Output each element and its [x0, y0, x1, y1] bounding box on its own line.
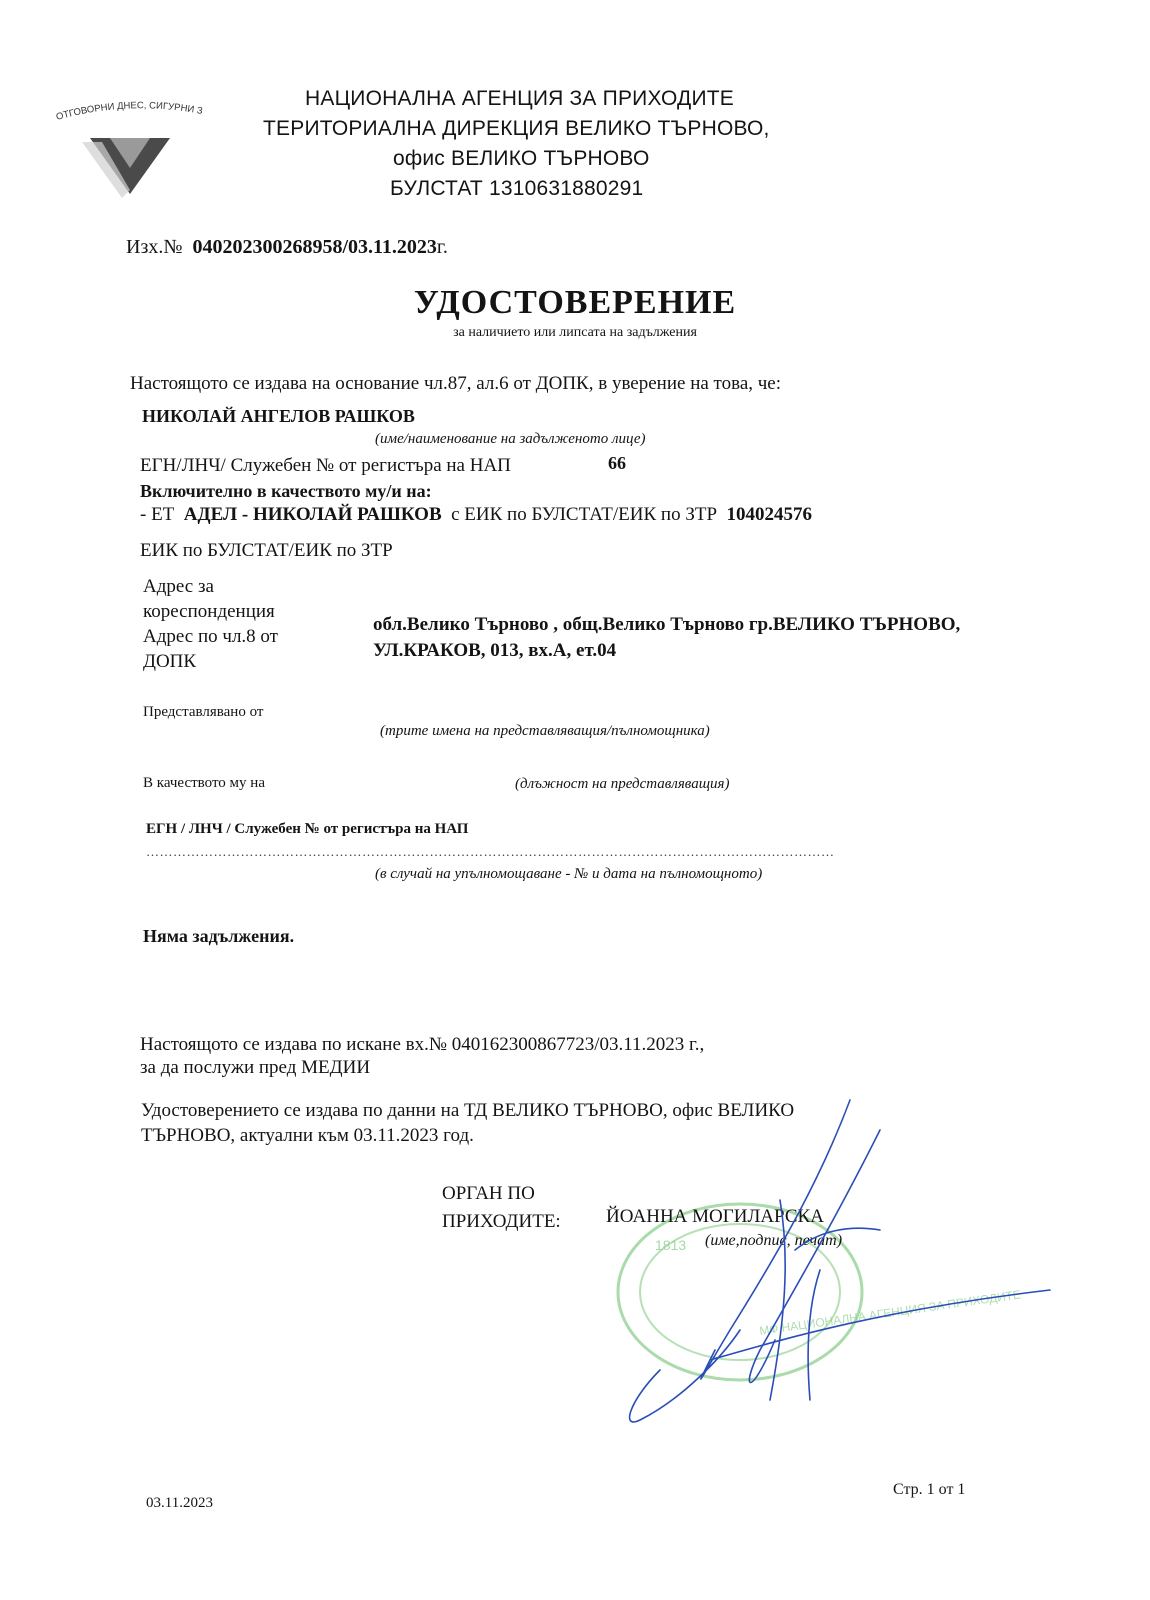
stamp-year: 1813	[655, 1237, 687, 1253]
dotted-line: ………………………………………………………………………………………………………………………………………	[146, 844, 835, 859]
including-label: Включително в качеството му/и на:	[140, 481, 432, 501]
outgoing-suffix: г.	[436, 236, 448, 258]
capacity-label: В качеството му на	[143, 775, 265, 791]
representative-egn-label: ЕГН / ЛНЧ / Служебен № от регистъра на НАП	[146, 821, 469, 837]
stamp-text: МФ НАЦИОНАЛНА АГЕНЦИЯ ЗА ПРИХОДИТЕ	[758, 1287, 1022, 1338]
nap-logo	[52, 98, 212, 208]
source-line-1: Удостоверението се издава по данни на ТД ВЕЛИКО ТЪРНОВО, офис ВЕЛИКО	[141, 1100, 795, 1121]
handwritten-signature	[580, 1100, 1080, 1430]
egn-label: ЕГН/ЛНЧ/ Служебен № от регистъра на НАП	[140, 455, 511, 476]
et-prefix: - ЕТ	[140, 504, 175, 525]
document-subtitle: за наличието или липсата на задължения	[453, 325, 697, 340]
egn-value: 66	[608, 453, 626, 473]
et-eik-value: 104024576	[726, 504, 813, 525]
official-name: ЙОАННА МОГИЛАРСКА	[606, 1206, 824, 1227]
outgoing-number	[126, 236, 448, 259]
eik-label: ЕИК по БУЛСТАТ/ЕИК по ЗТР	[140, 540, 393, 561]
outgoing-value: 040202300268958/03.11.2023	[192, 236, 437, 258]
nap-logo-icon	[52, 98, 212, 208]
person-caption: (име/наименование на задълженото лице)	[375, 431, 646, 447]
agency-name: НАЦИОНАЛНА АГЕНЦИЯ ЗА ПРИХОДИТЕ	[305, 87, 734, 110]
et-eik-label: с ЕИК по БУЛСТАТ/ЕИК по ЗТР	[451, 504, 718, 525]
request-line-1: Настоящото се издава по искане вх.№ 040162300867723/03.11.2023 г.,	[140, 1034, 705, 1055]
organ-label: ОРГАН ПО ПРИХОДИТЕ:	[442, 1183, 561, 1232]
bulstat: БУЛСТАТ 1310631880291	[390, 177, 644, 200]
source-line-2: ТЪРНОВО, актуални към 03.11.2023 год.	[141, 1125, 474, 1146]
address-dopk-label: Адрес по чл.8 от ДОПК	[143, 626, 278, 672]
logo-slogan: ОТГОВОРНИ ДНЕС, СИГУРНИ З	[54, 100, 204, 123]
signature-icon	[580, 1100, 1080, 1430]
person-name: НИКОЛАЙ АНГЕЛОВ РАШКОВ	[142, 406, 415, 426]
directorate-name: ТЕРИТОРИАЛНА ДИРЕКЦИЯ ВЕЛИКО ТЪРНОВО,	[263, 117, 770, 140]
proxy-caption: (в случай на упълномощаване - № и дата на пълномощното)	[375, 866, 763, 882]
capacity-caption: (длъжност на представляващия)	[515, 776, 730, 792]
et-name: АДЕЛ - НИКОЛАЙ РАШКОВ	[183, 504, 442, 525]
no-debts-statement: Няма задължения.	[143, 926, 295, 946]
address-value: обл.Велико Търново , общ.Велико Търново гр.ВЕЛИКО ТЪРНОВО, УЛ.КРАКОВ, 013, вх.А, ет.04	[373, 614, 961, 661]
footer-date: 03.11.2023	[146, 1495, 213, 1511]
office-name: офис ВЕЛИКО ТЪРНОВО	[393, 147, 650, 170]
represented-by-label: Представлявано от	[143, 704, 264, 720]
legal-basis: Настоящото се издава на основание чл.87, ал.6 от ДОПК, в уверение на това, че:	[130, 373, 782, 394]
page-number: Стр. 1 от 1	[893, 1481, 966, 1498]
official-caption: (име,подпис, печат)	[705, 1232, 843, 1249]
outgoing-prefix: Изх.№	[126, 236, 183, 258]
document-title: УДОСТОВЕРЕНИЕ	[413, 284, 737, 321]
et-line	[140, 504, 812, 526]
address-correspondence-label: Адрес за кореспонденция	[143, 576, 275, 622]
request-line-2: за да послужи пред МЕДИИ	[140, 1057, 371, 1078]
represented-by-caption: (трите имена на представляващия/пълномощника)	[380, 723, 710, 739]
